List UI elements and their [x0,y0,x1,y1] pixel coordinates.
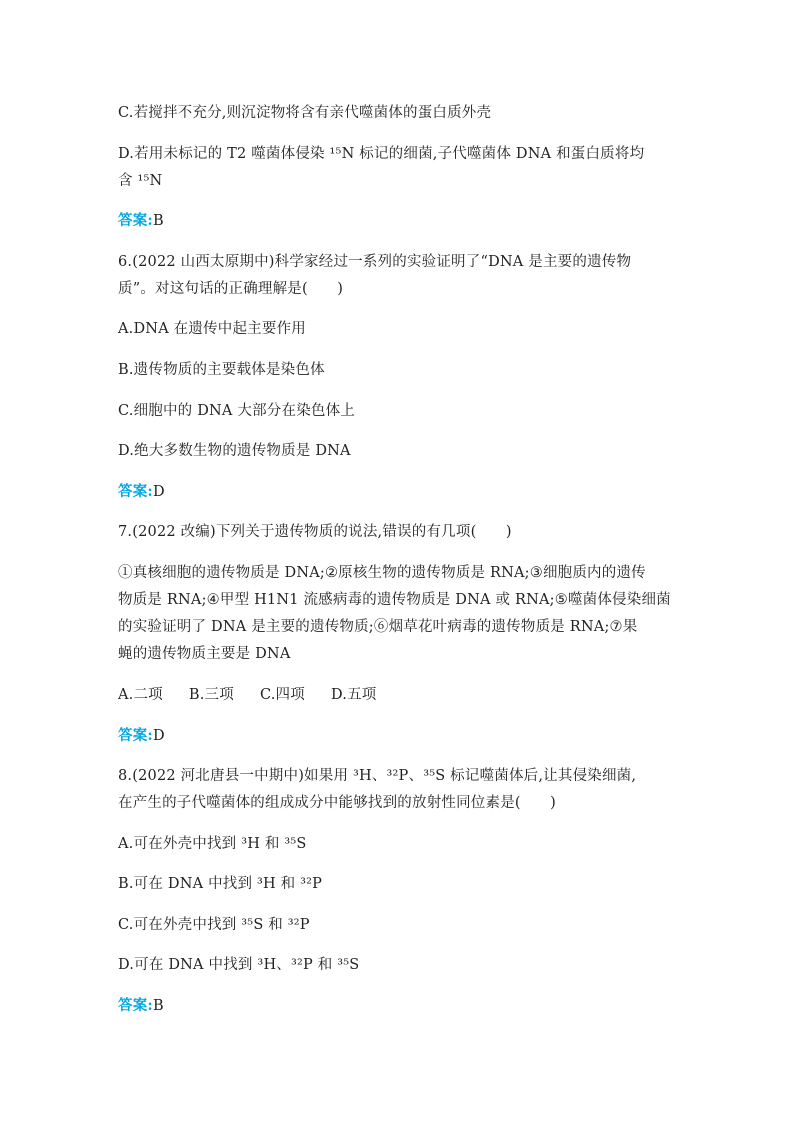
q6-answer [118,482,678,502]
q7-options [118,685,678,705]
q7-option-b: B.三项 [188,687,234,703]
q8-stem-line1: 8.(2022 河北唐县一中期中)如果用 ³H、³²P、³⁵S 标记噬菌体后,让其侵染细菌, [118,768,637,784]
answer-value: B [152,998,164,1014]
q5-option-c: C.若搅拌不充分,则沉淀物将含有亲代噬菌体的蛋白质外壳 [118,105,492,121]
q8-option-a: A.可在外壳中找到 ³H 和 ³⁵S [118,836,307,852]
q7-option-a: A.二项 [118,687,163,703]
answer-value: D [152,728,165,744]
q5-option-d-line2: 含 ¹⁵N [118,173,163,189]
answer-label: 答案: [118,727,153,744]
q7-stem: 7.(2022 改编)下列关于遗传物质的说法,错误的有几项( ) [118,524,512,540]
q8-option-d: D.可在 DNA 中找到 ³H、³²P 和 ³⁵S [118,957,360,973]
q8-option-c: C.可在外壳中找到 ³⁵S 和 ³²P [118,917,310,933]
q8-option-b: B.可在 DNA 中找到 ³H 和 ³²P [118,876,323,892]
q6-option-b: B.遗传物质的主要载体是染色体 [118,362,325,378]
q7-body-line3: 的实验证明了 DNA 是主要的遗传物质;⑥烟草花叶病毒的遗传物质是 RNA;⑦果 [118,619,638,635]
answer-value: D [152,484,165,500]
q7-option-d: D.五项 [330,687,377,703]
q7-answer [118,726,678,746]
answer-value: B [152,213,164,229]
q6-stem-line1: 6.(2022 山西太原期中)科学家经过一系列的实验证明了“DNA 是主要的遗传物 [118,254,632,270]
q8-stem-line2: 在产生的子代噬菌体的组成成分中能够找到的放射性同位素是( ) [118,795,557,811]
q6-stem-line2: 质”。对这句话的正确理解是( ) [118,281,344,297]
q7-body-line1: ①真核细胞的遗传物质是 DNA;②原核生物的遗传物质是 RNA;③细胞质内的遗传 [118,565,646,581]
q5-answer [118,211,678,231]
q5-option-d-line1: D.若用未标记的 T2 噬菌体侵染 ¹⁵N 标记的细菌,子代噬菌体 DNA 和蛋白质将均 [118,146,645,162]
q7-body-line2: 物质是 RNA;④甲型 H1N1 流感病毒的遗传物质是 DNA 或 RNA;⑤噬菌体侵染细菌 [118,592,671,608]
answer-label: 答案: [118,212,153,229]
q8-answer [118,996,678,1016]
q6-option-c: C.细胞中的 DNA 大部分在染色体上 [118,403,355,419]
answer-label: 答案: [118,483,153,500]
q6-option-a: A.DNA 在遗传中起主要作用 [118,321,306,337]
q6-option-d: D.绝大多数生物的遗传物质是 DNA [118,443,351,459]
q7-body-line4: 蝇的遗传物质主要是 DNA [118,646,291,662]
q7-option-c: C.四项 [259,687,305,703]
answer-label: 答案: [118,997,153,1014]
